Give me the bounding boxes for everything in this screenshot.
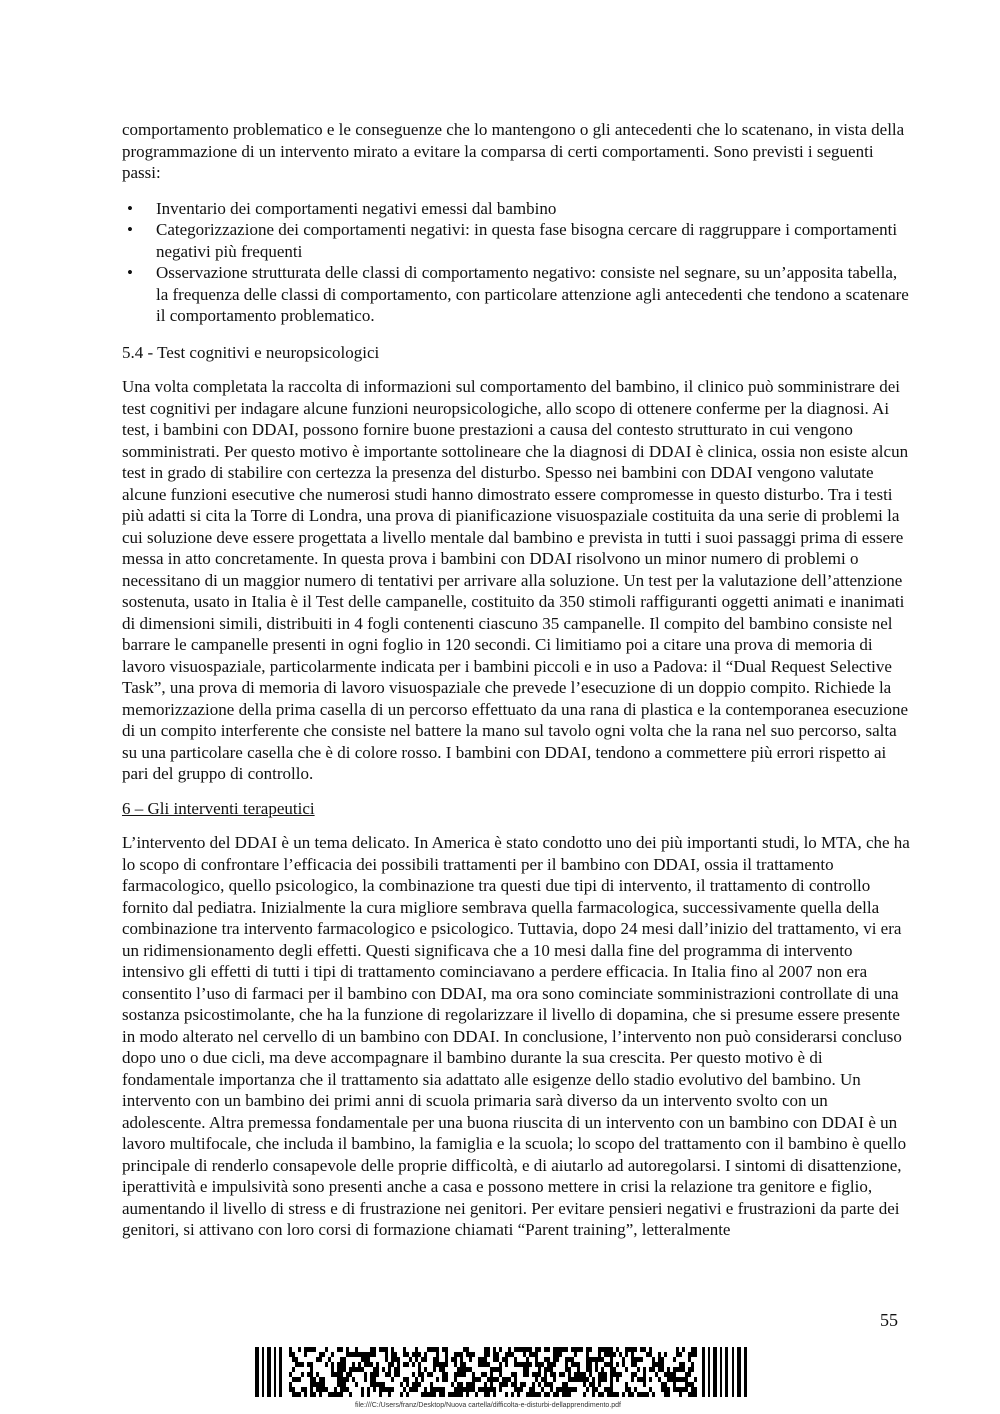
file-path-footer: file:///C:/Users/franz/Desktop/Nuova cartella/difficolta-e-disturbi-dellapprendimento.pdf (355, 1402, 621, 1409)
bullet-icon: • (127, 198, 133, 218)
steps-list (122, 198, 912, 327)
bullet-icon: • (127, 263, 133, 282)
list-item-text: Osservazione strutturata delle classi di comportamento negativo: consiste nel segnare, su un’apposita tabella, la frequenza delle classi di comportamento, con particolare attenzione agli antecedenti che tendono a scatenare il comportamento problematico. (156, 263, 909, 325)
list-item (122, 219, 912, 262)
section-5-4-heading: 5.4 - Test cognitivi e neuropsicologici (122, 342, 380, 362)
page-number: 55 (880, 1310, 898, 1330)
list-item (122, 198, 912, 220)
bullet-icon: • (127, 220, 133, 239)
list-item-text: Categorizzazione dei comportamenti negativi: in questa fase bisogna cercare di raggruppare i comportamenti negativi più frequenti (156, 220, 898, 261)
page-content (122, 119, 912, 1254)
section-5-4-paragraph: Una volta completata la raccolta di informazioni sul comportamento del bambino, il clinico può somministrare dei test cognitivi per indagare alcune funzioni neuropsicologiche, allo scopo di ottenere conferme per la diagnosi. Ai test, i bambini con DDAI, possono fornire buone prestazioni a causa del contesto strutturato in cui vengono somministrati. Per questo motivo è importante sottolineare che la diagnosi di DDAI è clinica, ossia non esiste alcun test in grado di stabilire con certezza la presenza del disturbo. Spesso nei bambini con DDAI vengono valutate alcune funzioni esecutive che numerosi studi hanno dimostrato essere compromesse in questo disturbo. Tra i testi più adatti si cita la Torre di Londra, una prova di pianificazione visuospaziale costituita da una serie di problemi la cui soluzione deve essere progettata a livello mentale dal bambino e prevista in tutti i suoi passaggi prima di essere messa in atto concretamente. In questa prova i bambini con DDAI risolvono un minor numero di problemi o necessitano di un maggior numero di tentativi per arrivare alla soluzione. Un test per la valutazione dell’attenzione sostenuta, usato in Italia è il Test delle campanelle, costituito da 350 stimoli raffiguranti oggetti animati e inanimati di dimensioni simili, distribuiti in 4 fogli contenenti ciascuno 35 campanelle. Il compito del bambino consiste nel barrare le campanelle presenti in ogni foglio in 120 secondi. Ci limitiamo poi a citare una prova di memoria di lavoro visuospaziale, particolarmente indicata per i bambini piccoli e in uso a Padova: il “Dual Request Selective Task”, una prova di memoria di lavoro visuospaziale che prevede l’esecuzione di un doppio compito. Richiede la memorizzazione della prima casella di un percorso effettuato da una rana di plastica e la contemporanea esecuzione di un compito interferente che consiste nel battere la mano sul tavolo ogni volta che la rana nel suo percorso, salta su una particolare casella che è di colore rosso. I bambini con DDAI, tendono a commettere più errori rispetto ai pari del gruppo di controllo. (122, 377, 909, 783)
barcode-image (255, 1347, 750, 1397)
intro-paragraph: comportamento problematico e le conseguenze che lo mantengono o gli antecedenti che lo scatenano, in vista della programmazione di un intervento mirato a evitare la comparsa di certi comportamenti. Sono previsti i seguenti passi: (122, 120, 905, 182)
section-6-heading: 6 – Gli interventi terapeutici (122, 798, 315, 818)
list-item-text: Inventario dei comportamenti negativi emessi dal bambino (156, 198, 557, 218)
list-item (122, 262, 912, 327)
section-6-paragraph: L’intervento del DDAI è un tema delicato. In America è stato condotto uno dei più importanti studi, lo MTA, che ha lo scopo di confrontare l’efficacia dei possibili trattamenti per il bambino con DDAI, ossia il trattamento farmacologico, quello psicologico, la combinazione tra questi due tipi di intervento, il trattamento di controllo fornito dal pediatra. Inizialmente la cura migliore sembrava quella farmacologica, successivamente quella della combinazione tra intervento farmacologico e psicologico. Tuttavia, dopo 24 mesi dall’inizio del trattamento, vi era un ridimensionamento degli effetti. Questi significava che a 10 mesi dalla fine del programma di intervento intensivo gli effetti di tutti i tipi di trattamento cominciavano a perdere efficacia. In Italia fino al 2007 non era consentito l’uso di farmaci per il bambino con DDAI, ma ora sono cominciate somministrazioni controllate di una sostanza psicostimolante, che ha la funzione di regolarizzare il livello di dopamina, che si presume essere presente in modo alterato nel cervello di un bambino con DDAI. In conclusione, l’intervento non può considerarsi concluso dopo uno o due cicli, ma deve accompagnare il bambino durante la sua crescita. Per questo motivo è di fondamentale importanza che il trattamento sia adattato alle esigenze dello stadio evolutivo del bambino. Un intervento con un bambino dei primi anni di scuola primaria sarà diverso da un intervento svolto con un adolescente. Altra premessa fondamentale per una buona riuscita di un intervento con un bambino con DDAI è un lavoro multifocale, che includa il bambino, la famiglia e la scuola; lo scopo del trattamento con il bambino è quello principale di renderlo consapevole delle proprie difficoltà, e di aiutarlo ad autoregolarsi. I sintomi di disattenzione, iperattività e impulsività sono presenti anche a casa e possono mettere in crisi la relazione tra genitore e figlio, aumentando il livello di stress e di frustrazione nei genitori. Per evitare pensieri negativi e frustrazioni da parte dei genitori, si attivano con loro corsi di formazione chiamati “Parent training”, letteralmente (122, 833, 910, 1239)
